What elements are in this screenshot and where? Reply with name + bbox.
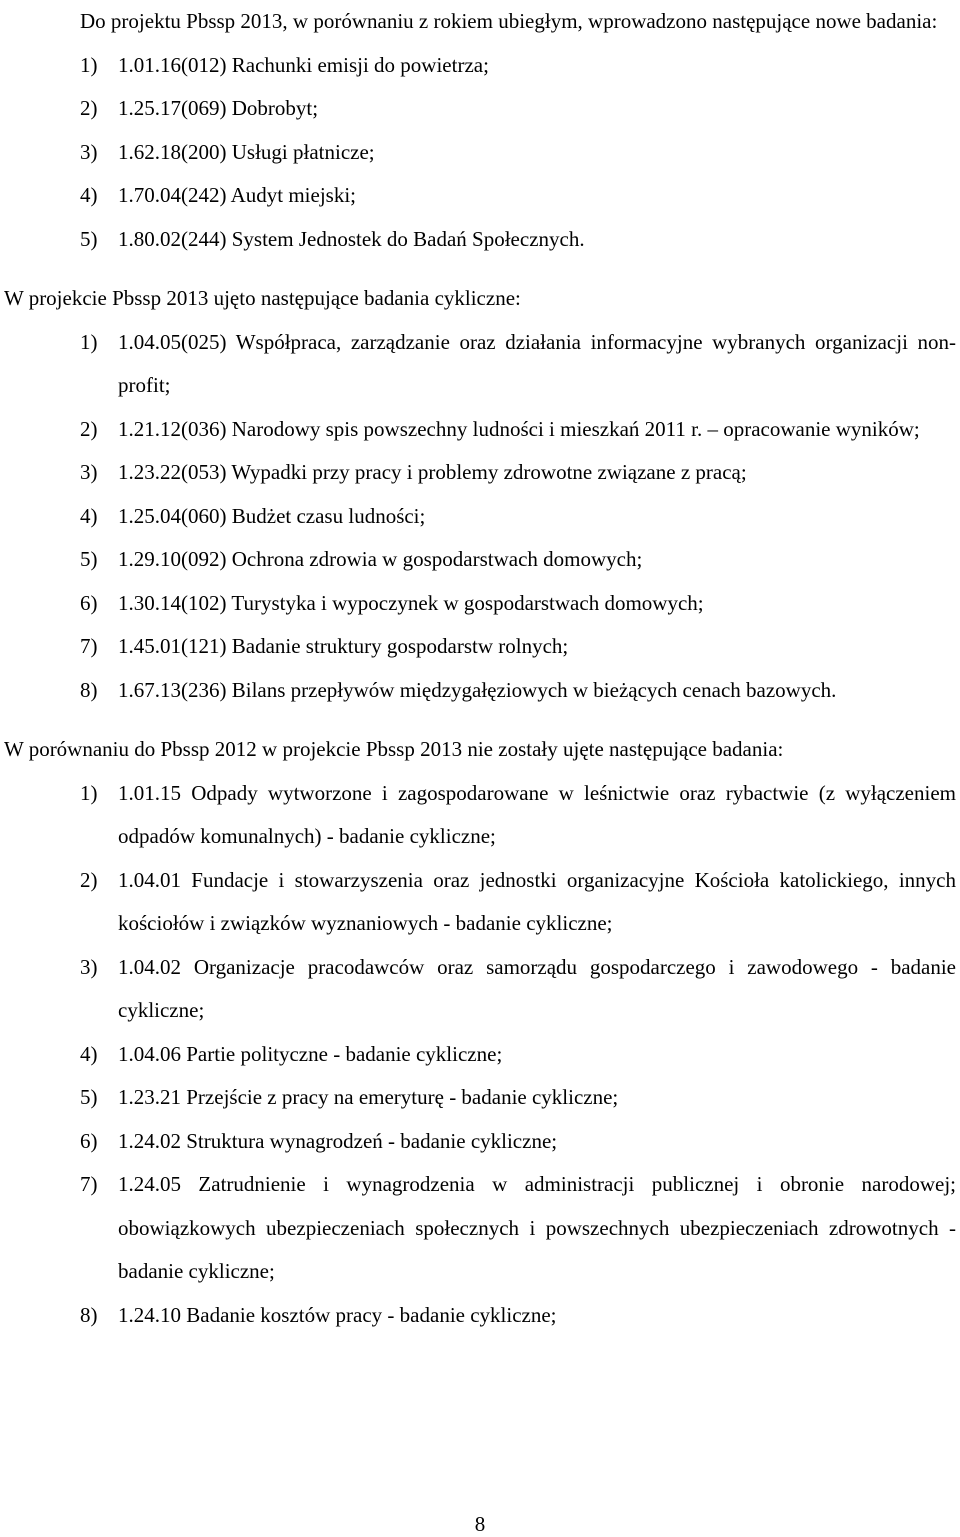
list-item	[4, 582, 956, 626]
list-item	[4, 669, 956, 713]
item-text: 1.67.13(236) Bilans przepływów międzygałęziowych w bieżących cenach bazowych.	[118, 677, 837, 702]
list-item	[4, 131, 956, 175]
list-item	[4, 495, 956, 539]
section2-list	[4, 321, 956, 713]
item-text: 1.04.02 Organizacje pracodawców oraz samorządu gospodarczego i zawodowego - badanie cykliczne;	[118, 954, 956, 1022]
list-item	[4, 451, 956, 495]
item-number: 3)	[80, 139, 98, 164]
section1-intro: Do projektu Pbssp 2013, w porównaniu z rokiem ubiegłym, wprowadzono następujące nowe badania:	[80, 9, 938, 33]
item-text: 1.24.05 Zatrudnienie i wynagrodzenia w administracji publicznej i obronie narodowej; obowiązkowych ubezpieczeniach społecznych i powszechnych ubezpieczeniach zdrowotnych - badanie cykliczne;	[118, 1172, 956, 1283]
list-item	[4, 87, 956, 131]
list-item	[4, 218, 956, 262]
item-text: 1.21.12(036) Narodowy spis powszechny ludności i mieszkań 2011 r. – opracowanie wyników;	[118, 416, 920, 441]
section3-intro: W porównaniu do Pbssp 2012 w projekcie Pbssp 2013 nie zostały ujęte następujące badania:	[4, 737, 784, 761]
item-text: 1.24.02 Struktura wynagrodzeń - badanie cykliczne;	[118, 1128, 558, 1153]
item-number: 5)	[80, 1085, 98, 1109]
list-item	[4, 772, 956, 859]
item-text: 1.04.01 Fundacje i stowarzyszenia oraz jednostki organizacyjne Kościoła katolickiego, innych kościołów i związków wyznaniowych - badanie cykliczne;	[118, 867, 956, 935]
list-item	[4, 408, 956, 452]
section3-list	[4, 772, 956, 1338]
item-text: 1.25.17(069) Dobrobyt;	[118, 96, 319, 120]
list-item	[4, 625, 956, 669]
item-text: 1.24.10 Badanie kosztów pracy - badanie cykliczne;	[118, 1302, 557, 1327]
list-item	[4, 174, 956, 218]
item-number: 4)	[80, 1041, 98, 1066]
item-number: 3)	[80, 460, 98, 484]
item-text: 1.04.05(025) Współpraca, zarządzanie oraz działania informacyjne wybranych organizacji non-profit;	[118, 329, 956, 397]
list-item	[4, 1163, 956, 1294]
list-item	[4, 1033, 956, 1077]
item-number: 6)	[80, 1128, 98, 1153]
item-text: 1.04.06 Partie polityczne - badanie cykliczne;	[118, 1041, 503, 1066]
item-number: 7)	[80, 634, 98, 658]
item-text: 1.70.04(242) Audyt miejski;	[118, 183, 356, 207]
list-item	[4, 321, 956, 408]
list-item	[4, 1076, 956, 1120]
section2-intro: W projekcie Pbssp 2013 ujęto następujące badania cykliczne:	[4, 286, 521, 310]
item-text: 1.29.10(092) Ochrona zdrowia w gospodarstwach domowych;	[118, 547, 643, 571]
document-page	[4, 0, 956, 1537]
item-text: 1.01.15 Odpady wytworzone i zagospodarowane w leśnictwie oraz rybactwie (z wyłączeniem odpadów komunalnych) - badanie cykliczne;	[118, 780, 956, 848]
item-text: 1.30.14(102) Turystyka i wypoczynek w gospodarstwach domowych;	[118, 590, 704, 615]
item-number: 4)	[80, 183, 98, 207]
item-number: 3)	[80, 954, 98, 979]
list-item	[4, 859, 956, 946]
item-number: 5)	[80, 547, 98, 571]
item-number: 2)	[80, 416, 98, 441]
item-number: 2)	[80, 867, 98, 892]
item-text: 1.25.04(060) Budżet czasu ludności;	[118, 503, 426, 528]
item-text: 1.62.18(200) Usługi płatnicze;	[118, 139, 375, 164]
list-item	[4, 538, 956, 582]
item-number: 7)	[80, 1172, 98, 1196]
item-text: 1.80.02(244) System Jednostek do Badań Społecznych.	[118, 226, 585, 251]
item-number: 1)	[80, 329, 98, 354]
section1-list	[4, 44, 956, 262]
item-number: 1)	[80, 52, 98, 77]
item-number: 8)	[80, 1302, 98, 1327]
list-item	[4, 1120, 956, 1164]
page-number: 8	[474, 1512, 486, 1536]
item-number: 2)	[80, 96, 98, 120]
list-item	[4, 44, 956, 88]
item-text: 1.23.21 Przejście z pracy na emeryturę - badanie cykliczne;	[118, 1085, 619, 1109]
item-number: 8)	[80, 677, 98, 702]
item-number: 1)	[80, 780, 98, 805]
list-item	[4, 946, 956, 1033]
item-text: 1.45.01(121) Badanie struktury gospodarstw rolnych;	[118, 634, 569, 658]
item-number: 5)	[80, 226, 98, 251]
list-item	[4, 1294, 956, 1338]
item-text: 1.01.16(012) Rachunki emisji do powietrza;	[118, 52, 489, 77]
item-number: 6)	[80, 590, 98, 615]
item-number: 4)	[80, 503, 98, 528]
item-text: 1.23.22(053) Wypadki przy pracy i problemy zdrowotne związane z pracą;	[118, 460, 747, 484]
